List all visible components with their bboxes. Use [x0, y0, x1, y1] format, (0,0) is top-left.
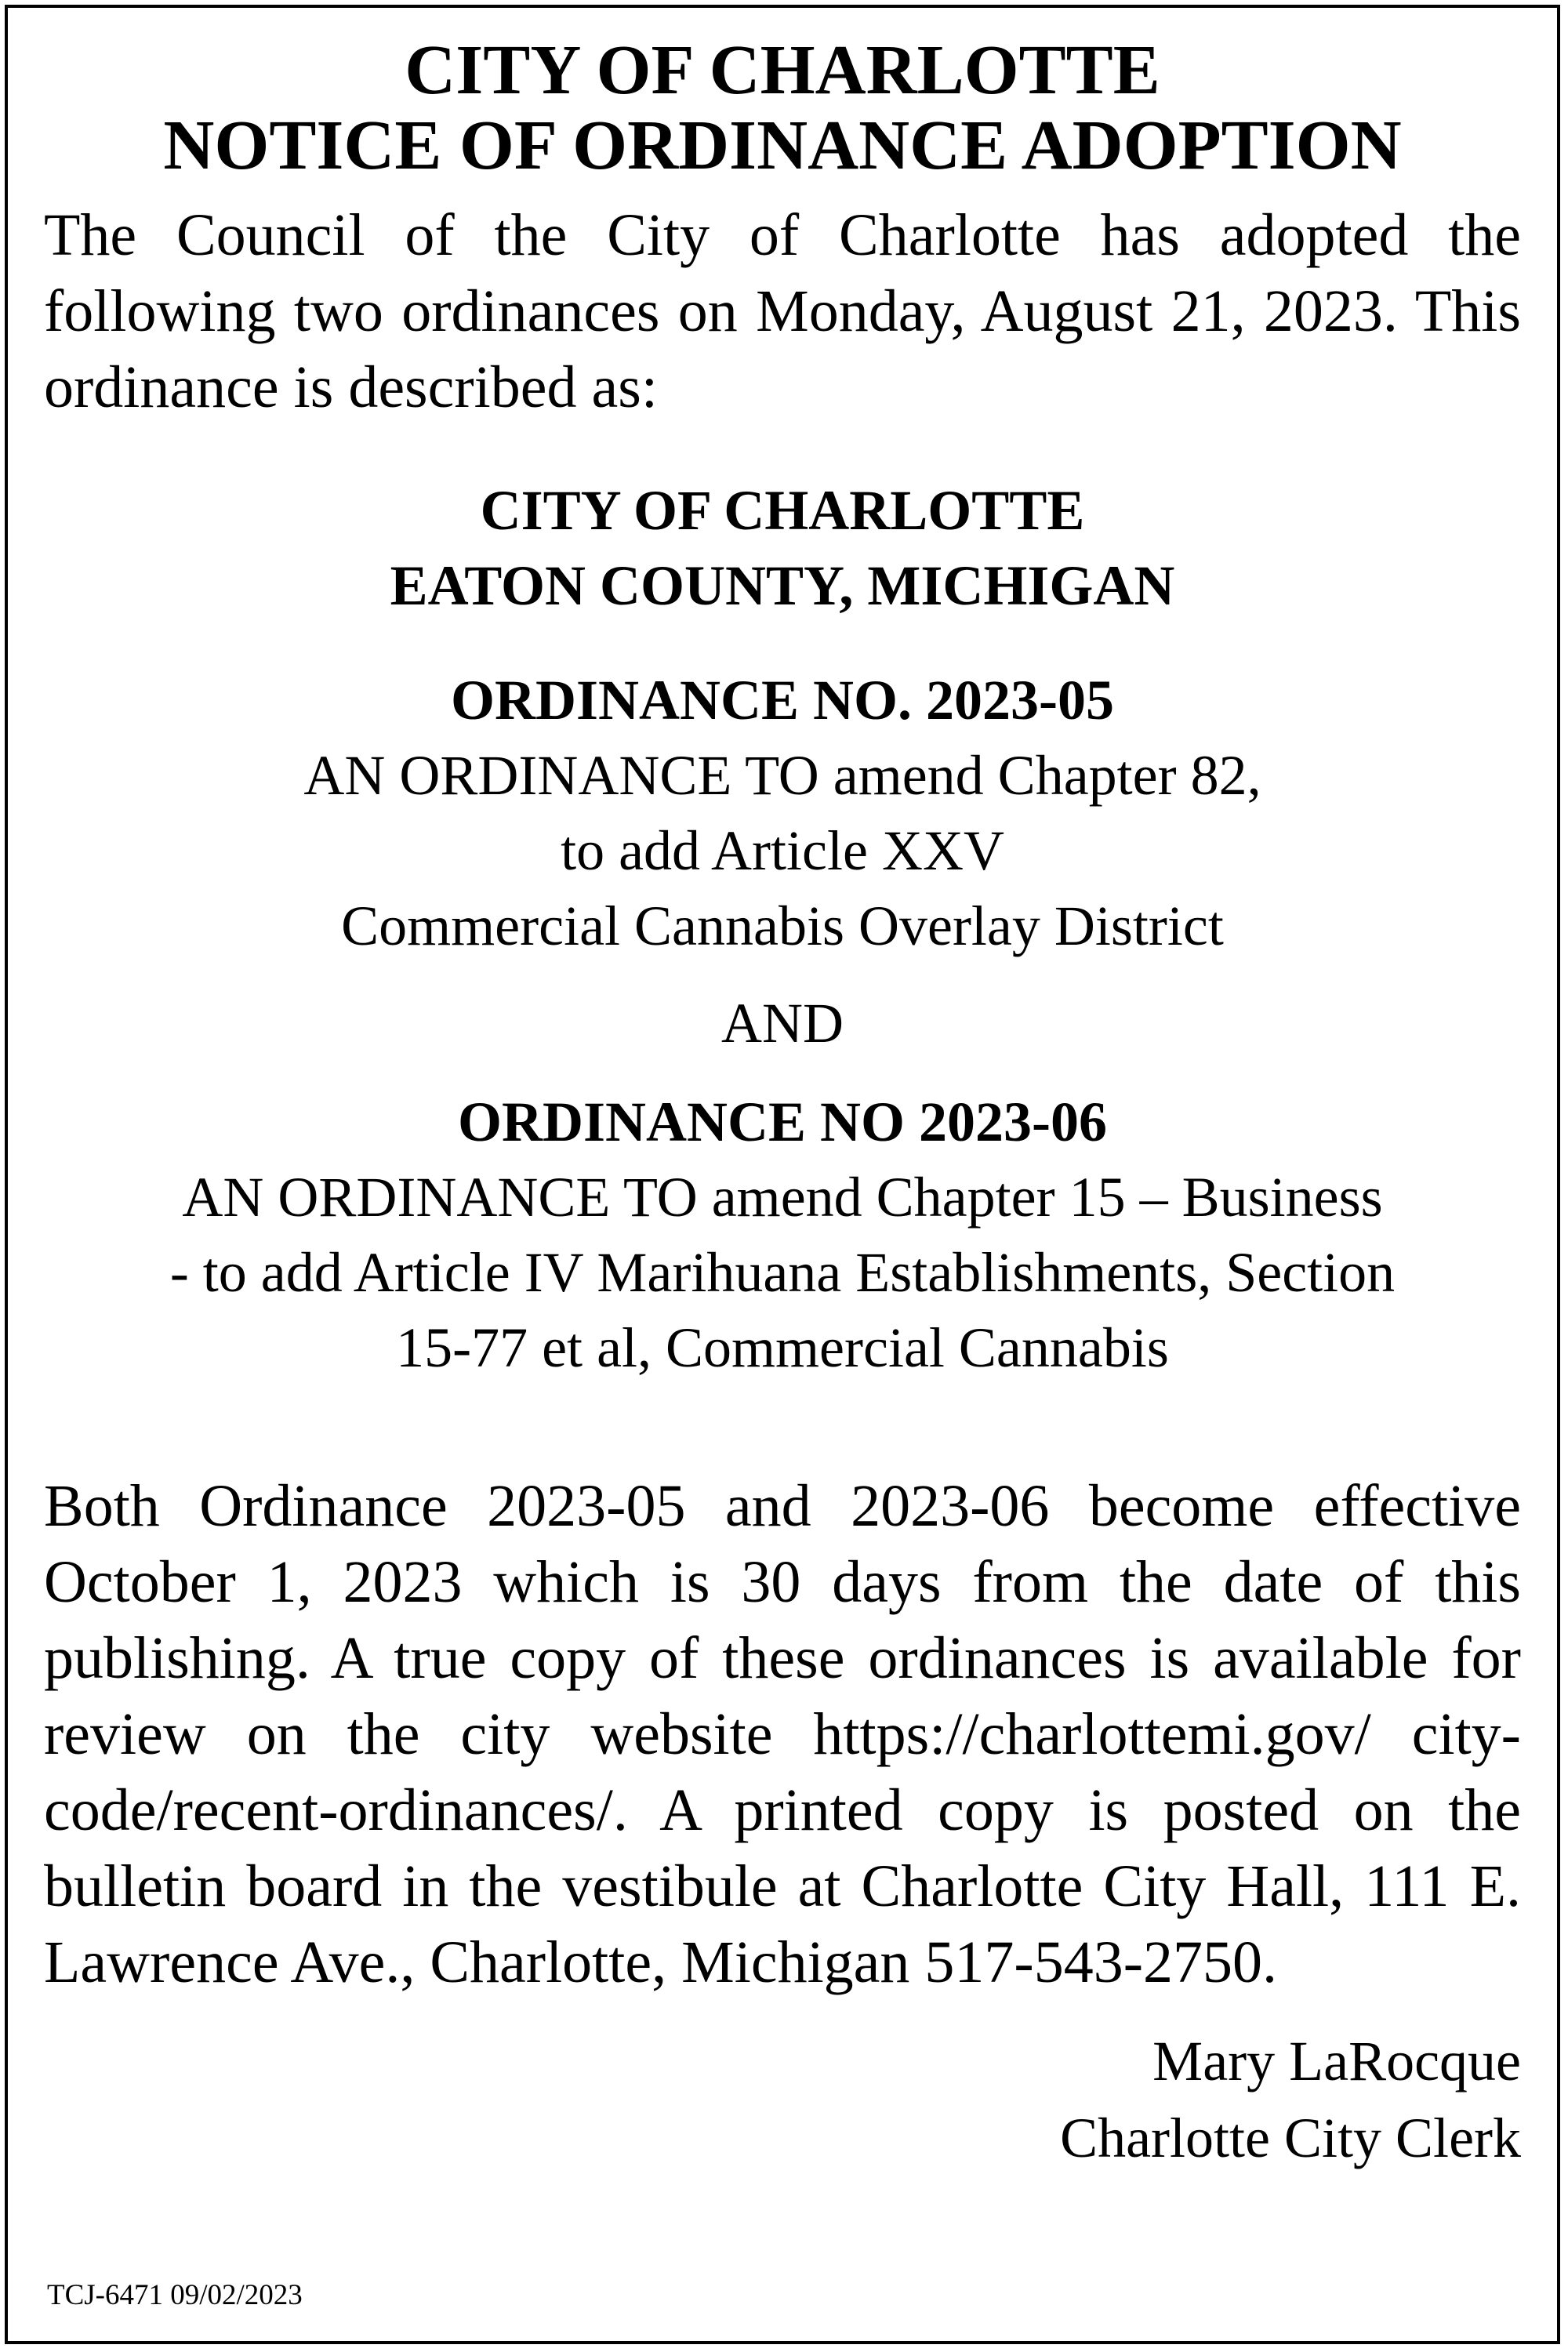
ordinance-2023-05-desc-line-1: AN ORDINANCE TO amend Chapter 82, [303, 744, 1261, 807]
signature-block [44, 2023, 1521, 2176]
ordinance-2023-05-desc-line-2: to add Article XXV [561, 819, 1004, 882]
ordinance-2023-05-number: ORDINANCE NO. 2023-05 [451, 669, 1114, 731]
intro-paragraph: The Council of the City of Charlotte has adopted the following two ordinances on Monday, August 21, 2023. This ordinance is described as: [44, 202, 1521, 420]
clerk-name: Mary LaRocque [1152, 2030, 1521, 2092]
notice-title [44, 33, 1521, 183]
jurisdiction-county: EATON COUNTY, MICHIGAN [390, 554, 1175, 617]
ordinance-2023-05-desc-line-3: Commercial Cannabis Overlay District [341, 895, 1224, 957]
ordinance-notice [5, 5, 1560, 2344]
effective-date-paragraph: Both Ordinance 2023-05 and 2023-06 become effective October 1, 2023 which is 30 days from the date of this publishing. A true copy of these ordinances is available for review on the city website https://charlottemi.gov/ city-code/recent-ordinances/. A printed copy is posted on the bulletin board in the vestibule at Charlotte City Hall, 111 E. Lawrence Ave., Charlotte, Michigan 517-543-2750. [44, 1473, 1521, 1995]
ordinance-2023-06-block [44, 1084, 1521, 1385]
ordinance-2023-05-block [44, 662, 1521, 964]
ordinance-2023-06-number: ORDINANCE NO 2023-06 [458, 1091, 1107, 1153]
ordinance-2023-06-desc-line-3: 15-77 et al, Commercial Cannabis [396, 1316, 1169, 1379]
notice-content [44, 33, 1521, 2341]
ordinance-2023-06-desc-line-1: AN ORDINANCE TO amend Chapter 15 – Business [182, 1166, 1383, 1229]
title-line-1: CITY OF CHARLOTTE [405, 31, 1160, 109]
conjunction-and: AND [721, 992, 844, 1054]
jurisdiction-heading [44, 473, 1521, 623]
clerk-title: Charlotte City Clerk [1060, 2107, 1521, 2169]
ordinance-2023-06-desc-line-2: - to add Article IV Marihuana Establishments, Section [169, 1241, 1396, 1304]
jurisdiction-city: CITY OF CHARLOTTE [480, 479, 1085, 542]
publication-code: TCJ-6471 09/02/2023 [47, 2279, 303, 2311]
title-line-2: NOTICE OF ORDINANCE ADOPTION [163, 107, 1402, 184]
